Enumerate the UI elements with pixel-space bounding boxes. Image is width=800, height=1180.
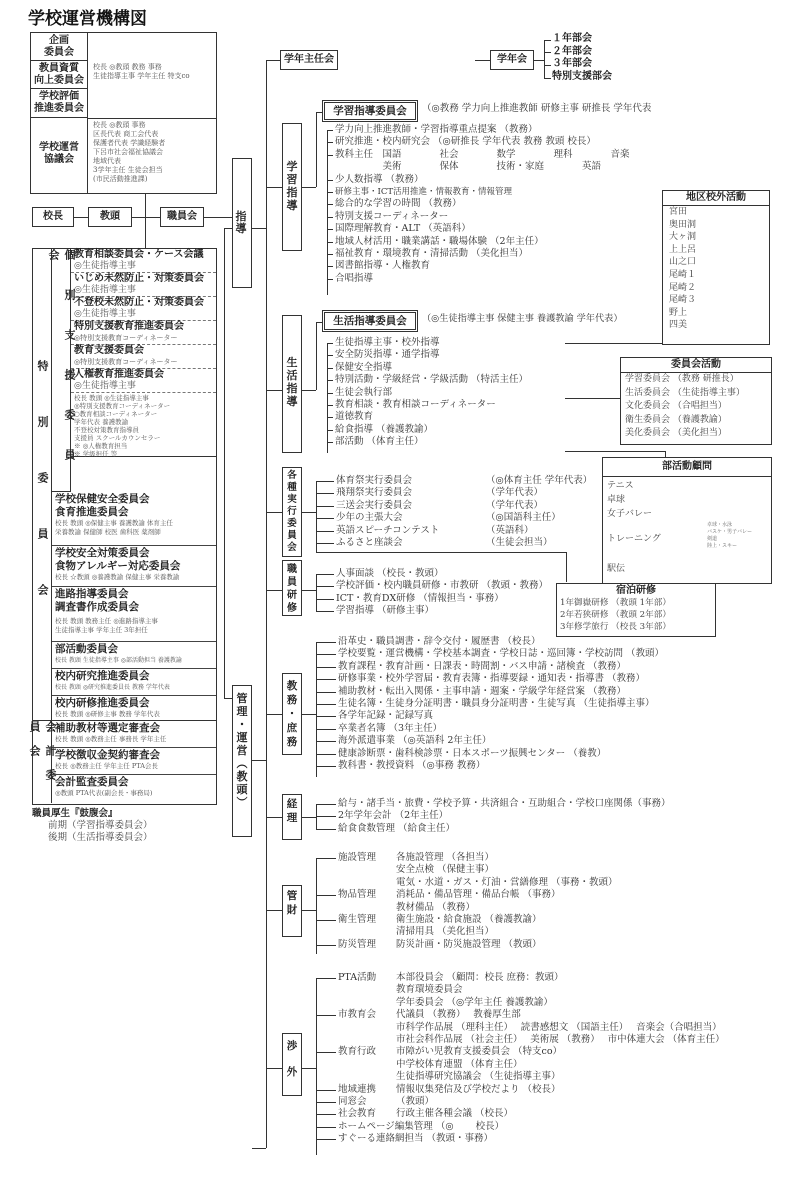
staff-welfare	[32, 808, 153, 844]
iinkai-item: 生活委員会 （生徒指導主事）	[625, 387, 745, 398]
welfare-title: 職員厚生『鼓腹会』	[32, 808, 118, 819]
chiku-item: 四美	[669, 320, 688, 331]
chiku-item: 尾崎３	[669, 295, 697, 306]
shukuhaku-box	[556, 583, 716, 637]
list-item: 地域人材活用・職業講話・職場体験 （2年主任）	[327, 236, 630, 248]
kyomu-label-box	[282, 673, 302, 755]
committee-name: 部活動委員会	[55, 643, 118, 655]
committee-item	[52, 721, 216, 748]
iinkai-box	[620, 357, 772, 445]
chiku-item: 大ヶ洞	[669, 232, 697, 243]
keiri-items	[316, 798, 671, 835]
individual-label: 個 別 支 援 委 員 会	[52, 249, 71, 492]
list-item: 安全点検 （保健主事）	[396, 864, 495, 876]
bukai-item: １年部会	[552, 33, 592, 44]
committee-item	[52, 587, 216, 642]
committee-lead: ◎特別支援教育コーディネーター	[74, 334, 178, 342]
list-item: 物品管理 消耗品・備品管理・備品台帳 （事務）	[316, 889, 618, 901]
kocho-box: 校長	[32, 207, 74, 227]
list-item: 図書館指導・人権教育	[327, 260, 630, 272]
kyogikai-members	[93, 121, 165, 184]
committee-item	[52, 696, 216, 723]
kanzai-items	[316, 852, 618, 951]
committee-members: 校長 教頭 ◎教務主任 事務長 学年主任	[55, 735, 167, 743]
bukatsu-item: トレーニング	[607, 534, 661, 544]
committee-name: 校内研究推進委員会	[55, 670, 150, 682]
shukuhaku-item: 1年御嶽研修 （教頭 1年部）	[560, 598, 671, 608]
gakushu-items	[327, 124, 630, 285]
list-item: 各学年記録・記録写真	[316, 710, 664, 722]
list-item: 学習指導 （研修主事）	[316, 605, 548, 617]
list-item: 学校評価・校内職員研修・市教研 （教頭・教務）	[316, 580, 548, 592]
list-item: 2年学年会計 （2年主任）	[316, 810, 671, 822]
list-item: PTA活動 本部役員会 （顧問：校長 庶務：教頭）	[316, 972, 725, 984]
kenshu-label-box	[282, 560, 302, 616]
list-item: 特別支援コーディネーター	[327, 211, 630, 223]
member-line: ※ ◎人権教育担当	[74, 442, 128, 450]
list-item: 健康診断票・歯科検診票・日本スポーツ振興センター （養教）	[316, 748, 664, 760]
committee-name: 学校保健安全委員会	[55, 493, 150, 505]
kanzai-label: 管 財	[286, 890, 298, 916]
shukuhaku-item: 2年若狭研修 （教頭 2年部）	[560, 610, 671, 620]
gakushu-committee-members: （◎教務 学力向上推進教師 研修主事 研推長 学年代表	[422, 103, 652, 114]
list-item: 給与・諸手当・旅費・学校予算・共済組合・互助組合・学校口座関係（事務）	[316, 798, 671, 810]
member-line: ※ 学級担任 等	[74, 450, 118, 458]
shogai-items	[316, 972, 725, 1146]
list-item: 少人数指導 （教務）	[327, 174, 630, 186]
committee-name: 特別支援教育推進委員会	[74, 321, 184, 332]
list-item: 電気・水道・ガス・灯油・営繕修理 （事務・教頭）	[396, 876, 618, 888]
member-line: 区長代表 商工会代表	[93, 130, 159, 138]
list-item: 同窓会 （教頭）	[316, 1096, 725, 1108]
list-item: 卒業者名簿 （3年主任）	[316, 723, 664, 735]
training-sub-item: 剣道	[707, 536, 718, 542]
committee-name: 教育相談委員会・ケース会議	[74, 249, 204, 260]
committee-members: 校長 ☆教頭 ◎養護教諭 保健主事 栄養教諭	[55, 573, 180, 581]
member-line: (市民活動推進課)	[93, 175, 148, 183]
bukatsu-item: 駅伝	[607, 564, 626, 574]
list-item: 三送会実行委員会 （学年代表）	[316, 500, 592, 512]
shido-box: 指 導	[232, 158, 252, 288]
list-item: ホームページ編集管理 （◎ 校長）	[316, 1121, 725, 1133]
list-item: 体育祭実行委員会 （◎体育主任 学年代表）	[316, 475, 592, 487]
shukuhaku-title: 宿泊研修	[616, 585, 656, 596]
seikatsu-label: 生 活 指 導	[286, 356, 298, 408]
top-committees	[30, 32, 217, 194]
member-line: 不登校対策教育指導員	[74, 426, 139, 434]
gakushu-label-box	[282, 123, 302, 251]
list-item: 学校要覧・運営機構・学校基本調査・学校日誌・巡回簿・学校訪問 （教頭）	[316, 648, 664, 660]
seikatsu-items	[327, 337, 528, 449]
list-item: 給食指導 （養護教諭）	[327, 424, 528, 436]
list-item: 人事面談 （校長・教頭）	[316, 568, 548, 580]
bukatsu-item: 女子バレー	[607, 509, 653, 519]
list-item: 教科書・教授資料 （◎事務 教務）	[316, 760, 664, 772]
bukatsu-item: テニス	[607, 481, 634, 491]
shogai-label-box	[282, 1033, 302, 1096]
welfare-line: 前期（学習指導委員会）	[48, 820, 153, 831]
committee-name: 学校徴収金契約審査会	[55, 749, 160, 761]
list-item: 研修主事・ICT活用推進・情報教育・情報管理	[327, 186, 630, 198]
list-item: 中学校体育連盟 （体育主任）	[396, 1058, 523, 1070]
list-item: 教育相談・教育相談コーディネーター	[327, 399, 528, 411]
shukuhaku-list	[557, 597, 715, 633]
individual-members	[71, 393, 216, 457]
list-item: 少年の主張大会 （◎国語科主任）	[316, 512, 592, 524]
gakushu-committee: 学習指導委員会	[322, 100, 418, 122]
chiku-item: 宮田	[669, 207, 688, 217]
training-sub-item: バスケ・男子バレー	[707, 529, 753, 535]
committee-name: 補助教材等選定審査会	[55, 722, 160, 734]
member-line: 3学年主任 生徒会担当	[93, 166, 163, 174]
member-line: 学年代表 養護教諭	[74, 418, 129, 426]
list-item: 防災管理 防災計画・防災施設管理 （教頭）	[316, 939, 618, 951]
list-item: 教育行政 市障がい児教育支援委員会 （特支co）	[316, 1046, 725, 1058]
kikaku-committee: 企画 委員会	[31, 33, 88, 61]
iinkai-title: 委員会活動	[621, 358, 771, 373]
list-item: 海外派遣事業 （◎英語科 2年主任）	[316, 735, 664, 747]
list-item: 市社会科作品展 （社会主任） 美術展 （教務） 市中体連大会 （体育主任）	[396, 1034, 725, 1046]
seikatsu-committee: 生活指導委員会	[322, 310, 418, 332]
list-item: 研究推進・校内研究会 （◎研推長 学年代表 教務 教頭 校長）	[327, 136, 630, 148]
bukai-list	[544, 33, 612, 83]
list-item: 国際理解教育・ALT （英語科）	[327, 223, 630, 235]
chiku-item: 尾崎１	[669, 269, 697, 280]
committee-item	[52, 669, 216, 696]
list-item: 美術 保体 技術・家庭 英語	[335, 161, 602, 173]
list-item: ICT・教育DX研修 （情報担当・事務）	[316, 593, 548, 605]
kyomu-items	[316, 636, 664, 772]
accounting-committees	[28, 720, 217, 805]
bukai-item: ２年部会	[552, 45, 592, 57]
bukai-item: 特別支援部会	[552, 70, 612, 82]
list-item: 市教育会 代議員 （教務） 教養厚生部	[316, 1009, 725, 1021]
committee-name: 食育推進委員会	[55, 506, 129, 518]
shukuhaku-item: 3年修学旅行 （校長 3年部）	[560, 622, 671, 632]
chiku-item: 野上	[669, 307, 688, 318]
list-item: 教科主任 国語 社会 数学 理科 音楽	[327, 149, 630, 161]
committee-members: 校長 教頭 ◎保健主事 養護教諭 体育主任	[55, 519, 173, 527]
committee-item	[71, 249, 216, 273]
bukatsu-list	[603, 477, 771, 583]
training-sub-item: 卓球・水泳	[707, 522, 733, 528]
list-item: 市科学作品展 （理科主任） 読書感想文 （国語主任） 音楽会（合唱担当）	[396, 1021, 722, 1033]
individual-list	[71, 249, 216, 457]
list-item: 教材備品 （教務）	[396, 901, 476, 913]
list-item: 地域連携 情報収集発信及び学校だより （校長）	[316, 1084, 725, 1096]
committee-members: ◎教頭 PTA代表(副会長・事務局)	[55, 789, 153, 797]
bukatsu-item: 卓球	[607, 495, 626, 505]
committee-name: 進路指導委員会	[55, 588, 129, 600]
chiku-item: 奥田洞	[669, 219, 697, 230]
training-sub	[707, 522, 752, 550]
committee-item	[71, 345, 216, 369]
list-item: 衛生管理 衛生施設・給食施設 （養護教諭）	[316, 914, 618, 926]
seikatsu-committee-members: （◎生徒指導主事 保健主事 養護教諭 学年代表）	[422, 313, 623, 324]
committee-item	[71, 297, 216, 321]
kenshu-label: 職 員 研 修	[287, 564, 297, 614]
chiku-box	[662, 190, 770, 345]
member-line: ○教育相談コーディネーター	[74, 410, 158, 418]
committee-item	[52, 492, 216, 546]
iinkai-list	[621, 373, 771, 441]
chiku-list	[663, 206, 769, 332]
gakushu-label: 学 習 指 導	[286, 160, 298, 212]
kyogikai-committee: 学校運営 協議会	[31, 118, 88, 193]
committee-lead: ◎生徒指導主事	[74, 309, 136, 319]
list-item: 生徒会執行部	[327, 387, 528, 399]
list-item: 生徒名簿・生徒身分証明書・職員身分証明書・生徒写真 （生徒指導主事）	[316, 698, 664, 710]
kanri-label: 管 理 ・ 運 営 ︵ 教 頭 ︶	[236, 692, 248, 809]
committee-name: 食物アレルギー対応委員会	[55, 560, 181, 572]
committee-item	[71, 321, 216, 345]
chiku-item: 上上呂	[669, 244, 697, 255]
kyoto-box: 教頭	[88, 207, 132, 227]
iinkai-item: 衛生委員会 （養護教諭）	[625, 414, 727, 425]
iinkai-item: 学習委員会 （教務 研推長）	[625, 374, 739, 384]
bukatsu-title: 部活動顧問	[603, 458, 771, 477]
committee-members: 校長 教頭 ◎研修主事 教務 学年代表	[55, 710, 160, 718]
member-line: 支援員 スクールカウンセラー	[74, 434, 161, 442]
committee-name: 調査書作成委員会	[55, 601, 139, 613]
list-item: 施設管理 各施設管理 （各担当）	[316, 852, 618, 864]
kanri-box	[232, 685, 252, 837]
list-item: 特別活動・学級経営・学級活動 （特活主任）	[327, 374, 528, 386]
member-line: 下呂市社会福祉協議会	[93, 148, 163, 156]
list-item: 飛翔祭実行委員会 （学年代表）	[316, 487, 592, 499]
list-item: 部活動 （体育主任）	[327, 436, 528, 448]
keiri-label: 経 理	[286, 798, 298, 824]
list-item: 安全防災指導・通学指導	[327, 349, 528, 361]
list-item: 生徒指導研究協議会 （生徒指導主事）	[396, 1071, 561, 1083]
other-committees	[52, 492, 216, 723]
committee-lead: ◎特別支援教育コーディネーター	[74, 358, 178, 366]
committee-item	[52, 775, 216, 802]
committee-members: 生徒指導主事 学年主任 3年担任	[55, 626, 148, 634]
special-label: 特 別 委 員 会	[33, 249, 52, 721]
list-item: 合唱指導	[327, 273, 630, 285]
committee-item	[71, 273, 216, 297]
committee-members: 校長 ◎教務主任 学年主任 PTA会長	[55, 762, 158, 770]
jikko-items	[316, 475, 592, 549]
bukatsu-box	[602, 457, 772, 584]
committee-item	[52, 748, 216, 775]
list-item: 保健安全指導	[327, 362, 528, 374]
list-item: 清掃用具 （美化担当）	[396, 926, 495, 938]
list-item: 英語スピーチコンテスト （英語科）	[316, 525, 592, 537]
committee-name: 人権教育推進委員会	[74, 369, 164, 380]
member-line: 生徒指導主事 学年主任 特支co	[93, 72, 190, 80]
accounting-label: 会 計 委 員 会	[33, 721, 52, 803]
chiku-item: 尾崎２	[669, 282, 697, 293]
committee-item	[52, 642, 216, 669]
page-title: 学校運営機構図	[28, 9, 147, 29]
list-item: 福祉教育・環境教育・清掃活動 （美化担当）	[327, 248, 630, 260]
committee-name: 教育支援委員会	[74, 345, 144, 356]
committee-members: 校長 教頭 教務主任 ◎進路指導主事	[55, 617, 158, 625]
list-item: 給食食数管理 （給食主任）	[316, 823, 671, 835]
member-line: 校長 ◎教頭 教務 事務	[93, 63, 162, 71]
list-item: すぐーる連絡網担当 （教頭・事務）	[316, 1133, 725, 1145]
iinkai-item: 美化委員会 （美化担当）	[625, 428, 727, 438]
list-item: 学年委員会 （◎学年主任 養護教諭）	[396, 996, 553, 1008]
list-item: ふるさと座談会 （生徒会担当）	[316, 537, 592, 549]
committee-lead: ◎生徒指導主事	[74, 381, 136, 391]
kanzai-label-box	[282, 885, 302, 937]
training-sub-item: 陸上・スキー	[707, 543, 738, 549]
kyomu-label: 教 務 ・ 庶 務	[286, 680, 298, 748]
hyoka-committee: 学校評価 推進委員会	[31, 89, 88, 118]
committee-members: 栄養教諭 保健師 校医 歯科医 薬剤師	[55, 527, 161, 536]
committee-members: 校長 教頭 ◎研究推進委員長 教務 学年代表	[55, 684, 170, 691]
gakunen-shuninkai-box: 学年主任会	[280, 50, 338, 70]
committee-members: 校長 教頭 生徒指導主事 ◎部活動担当 養護教諭	[55, 657, 182, 664]
list-item: 補助教材・転出入関係・主事申請・週案・学級学年経営案 （教務）	[316, 686, 664, 698]
committee-members-1	[93, 63, 190, 81]
jikko-label-box	[282, 467, 302, 557]
gakunenkai-box: 学年会	[490, 50, 534, 70]
list-item: 社会教育 行政主催各種会議 （校長）	[316, 1108, 725, 1120]
list-item: 教育環境委員会	[396, 984, 463, 996]
list-item: 総合的な学習の時間 （教務）	[327, 198, 630, 210]
list-item: 研修事業・校外学習届・教育表簿・指導要録・通知表・指導書 （教務）	[316, 673, 664, 685]
seikatsu-label-box	[282, 315, 302, 453]
special-committees	[32, 248, 217, 722]
shogai-label: 渉 外	[286, 1040, 298, 1078]
member-line: 校長 ◎教頭 事務	[93, 121, 146, 129]
list-item: 沿革史・職員調書・辞令交付・履歴書 （校長）	[316, 636, 664, 648]
chiku-item: 山之口	[669, 257, 697, 268]
committee-name: 不登校未然防止・対策委員会	[74, 297, 204, 308]
committee-item	[52, 546, 216, 587]
welfare-line: 後期（生活指導委員会）	[48, 832, 153, 843]
shokuinkai-box: 職員会	[160, 207, 204, 227]
keiri-label-box	[282, 794, 302, 840]
bukai-item: ３年部会	[552, 58, 592, 69]
committee-item	[71, 369, 216, 393]
jikko-label: 各 種 実 行 委 員 会	[287, 470, 297, 553]
list-item: 生徒指導主事・校外指導	[327, 337, 528, 349]
committee-name: 学校安全対策委員会	[55, 547, 150, 559]
list-item: 教育課程・教育計画・日課表・時間割・バス申請・諸検査 （教務）	[316, 661, 664, 673]
kenshu-items	[316, 568, 548, 618]
committee-name: いじめ未然防止・対策委員会	[74, 273, 204, 284]
chiku-title: 地区校外活動	[663, 191, 769, 206]
member-line: 校長 教頭 ◎生徒指導主事	[74, 394, 149, 402]
member-line: ◎特別支援教育コーディネーター	[74, 402, 171, 410]
committee-name: 会計監査委員会	[55, 776, 129, 788]
committee-name: 校内研修推進委員会	[55, 697, 150, 709]
committee-lead: ◎生徒指導主事	[74, 285, 136, 295]
kyoin-committee: 教員資質 向上委員会	[31, 61, 88, 89]
list-item: 学力向上推進教師・学習指導重点提案 （教務）	[327, 124, 630, 136]
member-line: 地域代表	[93, 157, 121, 165]
committee-lead: ◎生徒指導主事	[74, 261, 136, 271]
iinkai-item: 文化委員会 （合唱担当）	[625, 401, 727, 411]
member-line: 保護者代表 学識経験者	[93, 139, 166, 147]
list-item: 道徳教育	[327, 411, 528, 423]
